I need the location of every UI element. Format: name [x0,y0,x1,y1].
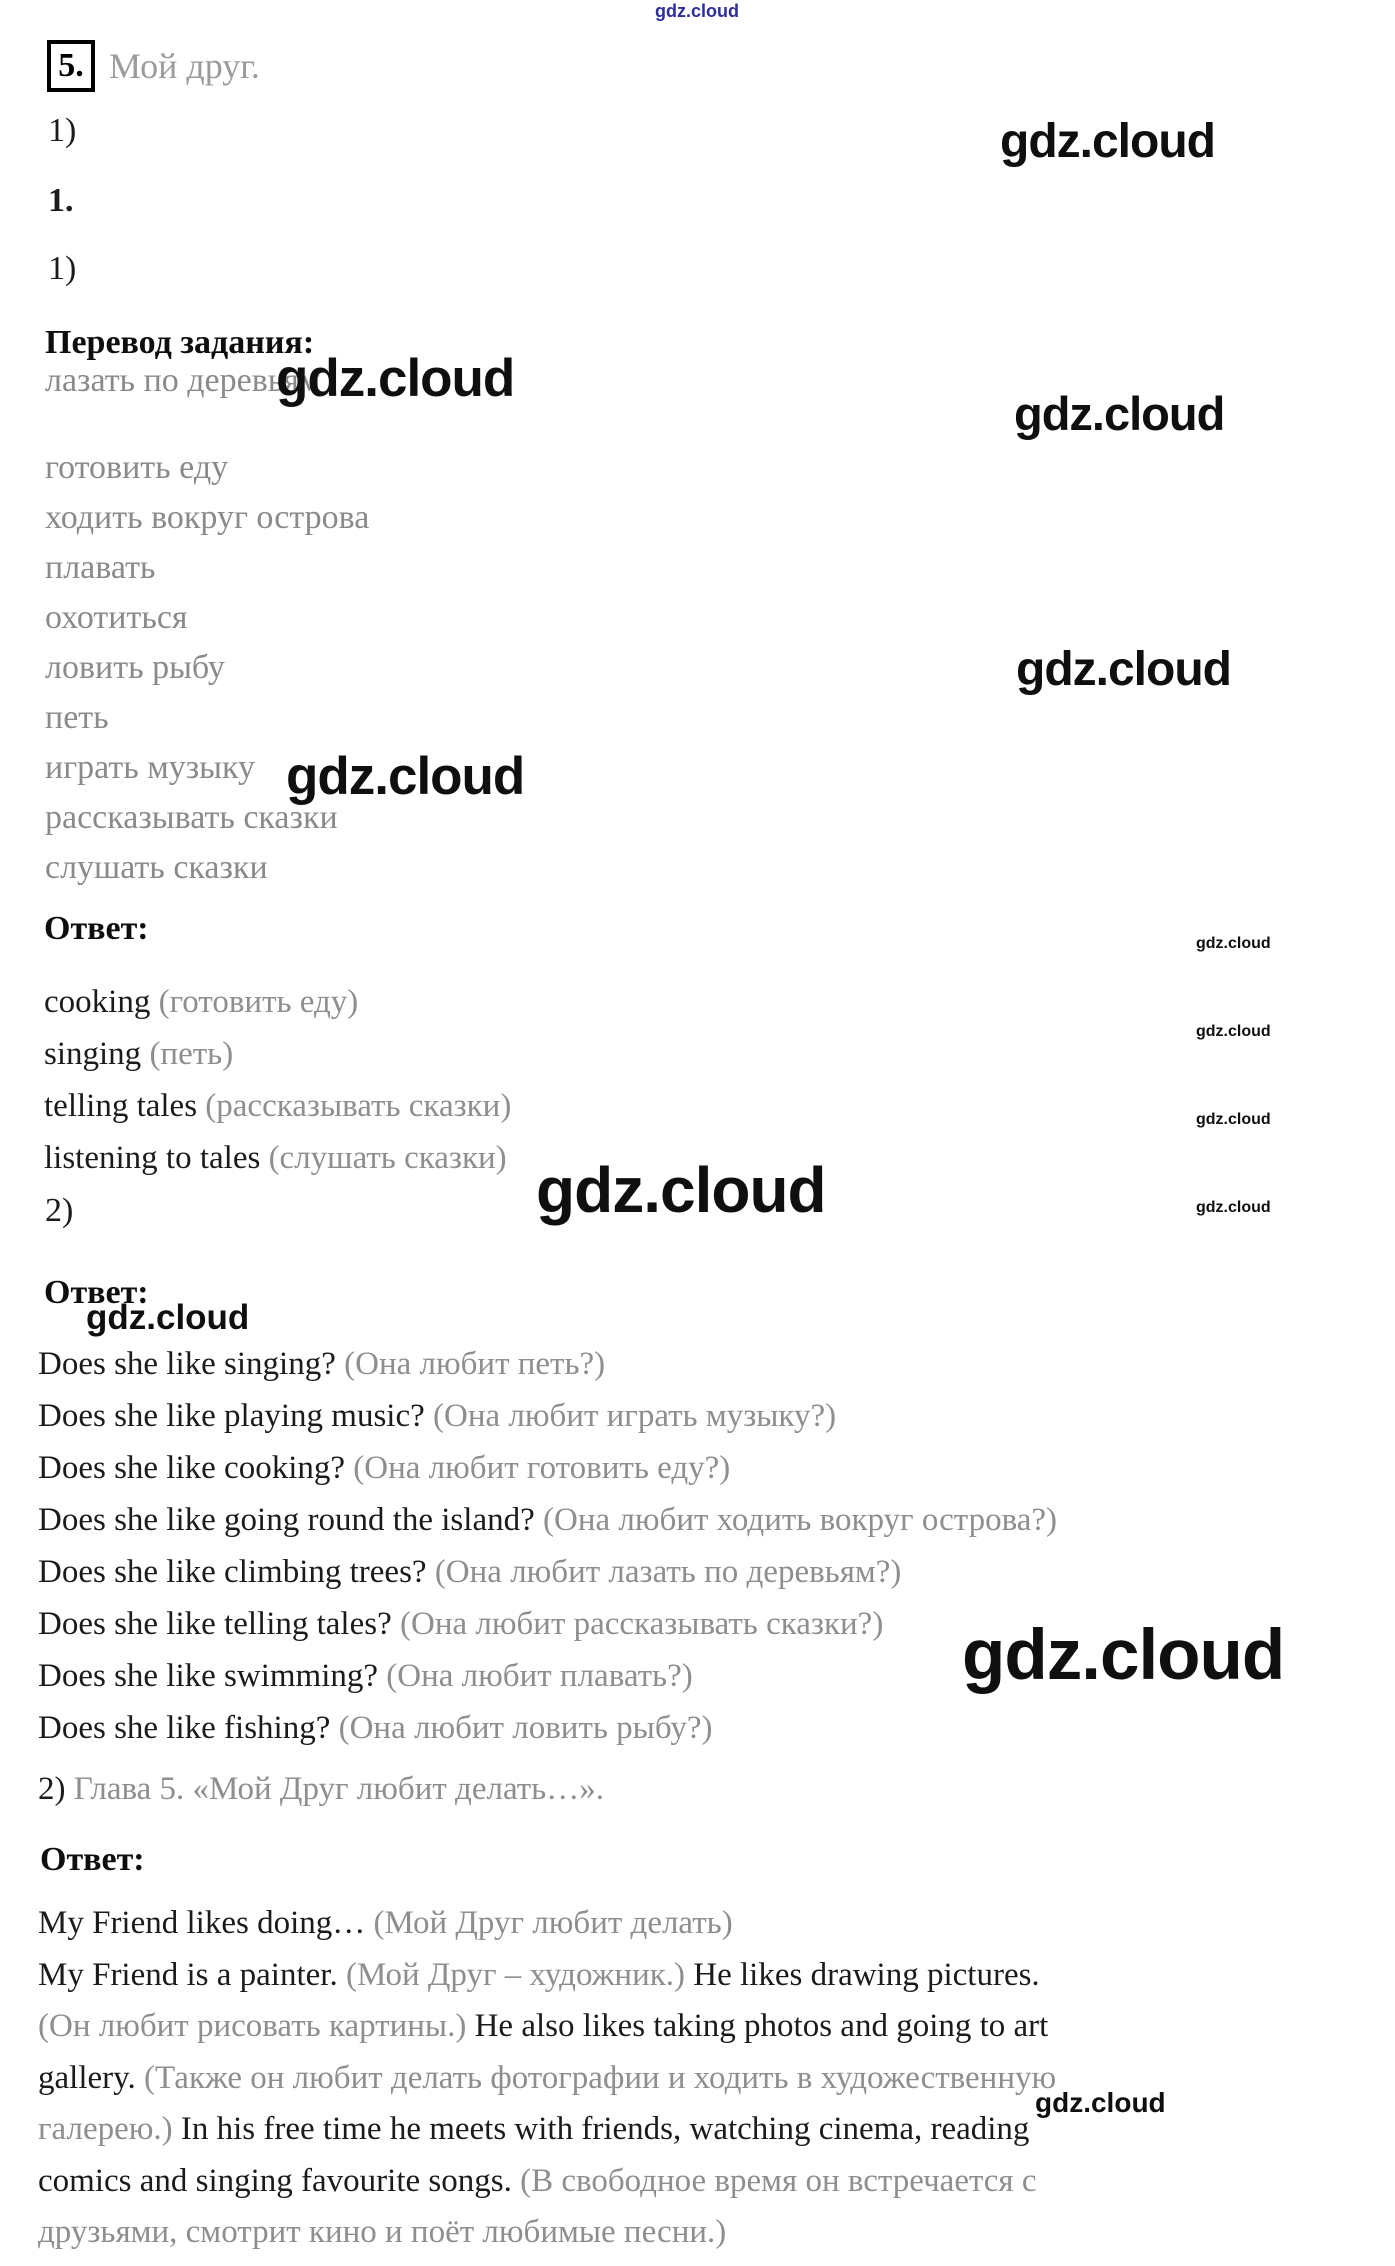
list-item: плавать [45,549,156,586]
text-segment-en: telling tales [44,1088,206,1124]
gdz-watermark-top-tiny: gdz.cloud [655,1,739,21]
exercise-title: Мой друг. [109,46,260,86]
gdz-watermark-tiny-right-1: gdz.cloud [1196,935,1271,952]
exercise-header [47,40,260,92]
text-line [38,2053,1056,2105]
marker-1: 1) [48,112,77,149]
text-segment-ru: (Мой Друг – художник.) [345,1956,694,1993]
text-segment-ru: (готовить еду) [158,984,359,1020]
text-segment-ru: (Она любит плавать?) [386,1658,693,1694]
gdz-watermark-tiny-right-4: gdz.cloud [1196,1199,1271,1216]
text-line [38,2207,1056,2259]
text-segment-ru: (Мой Друг любит делать) [373,1905,733,1941]
text-line [38,1390,1057,1442]
translation-list [45,356,369,893]
text-line [44,1080,511,1132]
gdz-watermark-right-1: gdz.cloud [1000,115,1215,168]
text-segment-en: Does she like cooking? [38,1450,354,1486]
answer2-lines [38,1338,1057,1754]
exercise-number: 5. [58,47,84,84]
text-line [38,2001,1056,2053]
text-segment-ru: галерею.) [38,2111,181,2147]
text-line [44,1028,511,1080]
text-line [44,1132,511,1184]
text-segment-ru: (Она любит ловить рыбу?) [338,1710,713,1746]
text-segment-ru: (Она любит рассказывать сказки?) [400,1606,884,1642]
text-line [38,1494,1057,1546]
text-line [38,2156,1056,2208]
list-item: охотиться [45,599,188,636]
text-segment-en: He also likes taking photos and going to art [474,2008,1049,2044]
text-segment-ru: (слушать сказки) [268,1140,507,1176]
text-line [38,1546,1057,1598]
text-segment-ru: (В свободное время он встречается с [520,2162,1037,2199]
list-item: слушать сказки [45,849,268,886]
task2-title [38,1763,604,1815]
text-segment-en: Does she like going round the island? [38,1502,543,1538]
exercise-number-box [47,40,95,92]
text-segment-ru: (Она любит петь?) [344,1346,606,1382]
gdz-watermark-tiny-right-2: gdz.cloud [1196,1023,1271,1040]
translation-label: Перевод задания: [45,324,315,361]
text-line [38,1338,1057,1390]
text-segment-en: cooking [44,984,159,1020]
text-segment-en: comics and singing favourite songs. [38,2162,521,2199]
text-line [38,1950,1056,2002]
text-segment-en: My Friend is a painter. [38,1956,346,1993]
text-line [38,1898,1056,1950]
text-segment-ru: друзьями, смотрит кино и поёт любимые песни.) [38,2214,727,2250]
gdz-watermark-tiny-right-3: gdz.cloud [1196,1111,1271,1128]
text-segment-ru: (Она любит ходить вокруг острова?) [543,1502,1058,1538]
gdz-watermark-right-4: gdz.cloud [962,1616,1285,1695]
text-line [38,1702,1057,1754]
text-segment-en: Does she like swimming? [38,1658,387,1694]
text-segment-en: My Friend likes doing… [38,1905,374,1941]
text-line [38,2104,1056,2156]
answer3-paragraph [38,1898,1056,2259]
text-segment-ru: (Она любит лазать по деревьям?) [434,1554,902,1590]
text-segment-ru: (Она любит готовить еду?) [353,1450,731,1486]
gdz-watermark-right-2: gdz.cloud [1014,387,1225,440]
gdz-watermark-small-left: gdz.cloud [86,1298,250,1337]
list-item: рассказывать сказки [45,799,338,836]
answer1-lines [44,976,511,1184]
text-segment-ru: (Также он любит делать фотографии и ходить в художественную [143,2059,1057,2096]
gdz-watermark-big-2: gdz.cloud [286,747,525,806]
text-segment-ru: (рассказывать сказки) [205,1088,512,1124]
gdz-watermark-small-bottom: gdz.cloud [1035,2087,1166,2118]
answer2-label: Ответ: [44,1274,149,1311]
text-segment-en: Does she like playing music? [38,1398,434,1434]
text-line [38,1442,1057,1494]
text-segment-ru: (Он любит рисовать картины.) [38,2008,475,2044]
text-segment-en: singing [44,1036,150,1072]
marker-4: 2) [45,1192,74,1229]
text-segment-en: gallery. [38,2059,144,2096]
list-item: петь [45,699,109,736]
text-segment-en: 2) [38,1771,74,1807]
text-segment-en: He likes drawing pictures. [693,1956,1040,1993]
text-line [38,1598,1057,1650]
list-item: ловить рыбу [45,649,225,686]
marker-2: 1. [48,182,74,219]
text-segment-en: listening to tales [44,1140,269,1176]
list-item: готовить еду [45,449,229,486]
list-item: играть музыку [45,749,256,786]
answer3-label: Ответ: [40,1841,145,1878]
text-segment-en: Does she like telling tales? [38,1606,400,1642]
marker-3: 1) [48,250,77,287]
text-segment-ru: (Она любит играть музыку?) [433,1398,837,1434]
list-item: лазать по деревьям [45,362,321,399]
text-segment-en: Does she like climbing trees? [38,1554,435,1590]
text-segment-en: Does she like singing? [38,1346,345,1382]
text-line [38,1650,1057,1702]
gdz-watermark-right-3: gdz.cloud [1016,643,1231,696]
text-segment-en: Does she like fishing? [38,1710,339,1746]
list-item: ходить вокруг острова [45,499,370,536]
answer1-label: Ответ: [44,910,149,947]
gdz-watermark-big-3: gdz.cloud [536,1154,826,1226]
text-line [44,976,511,1028]
text-segment-en: In his free time he meets with friends, watching cinema, reading [180,2111,1030,2147]
text-segment-ru: (петь) [149,1036,234,1072]
gdz-watermark-big-1: gdz.cloud [276,349,515,408]
text-line [38,1763,604,1815]
text-segment-ru: Глава 5. «Мой Друг любит делать…». [73,1771,604,1807]
